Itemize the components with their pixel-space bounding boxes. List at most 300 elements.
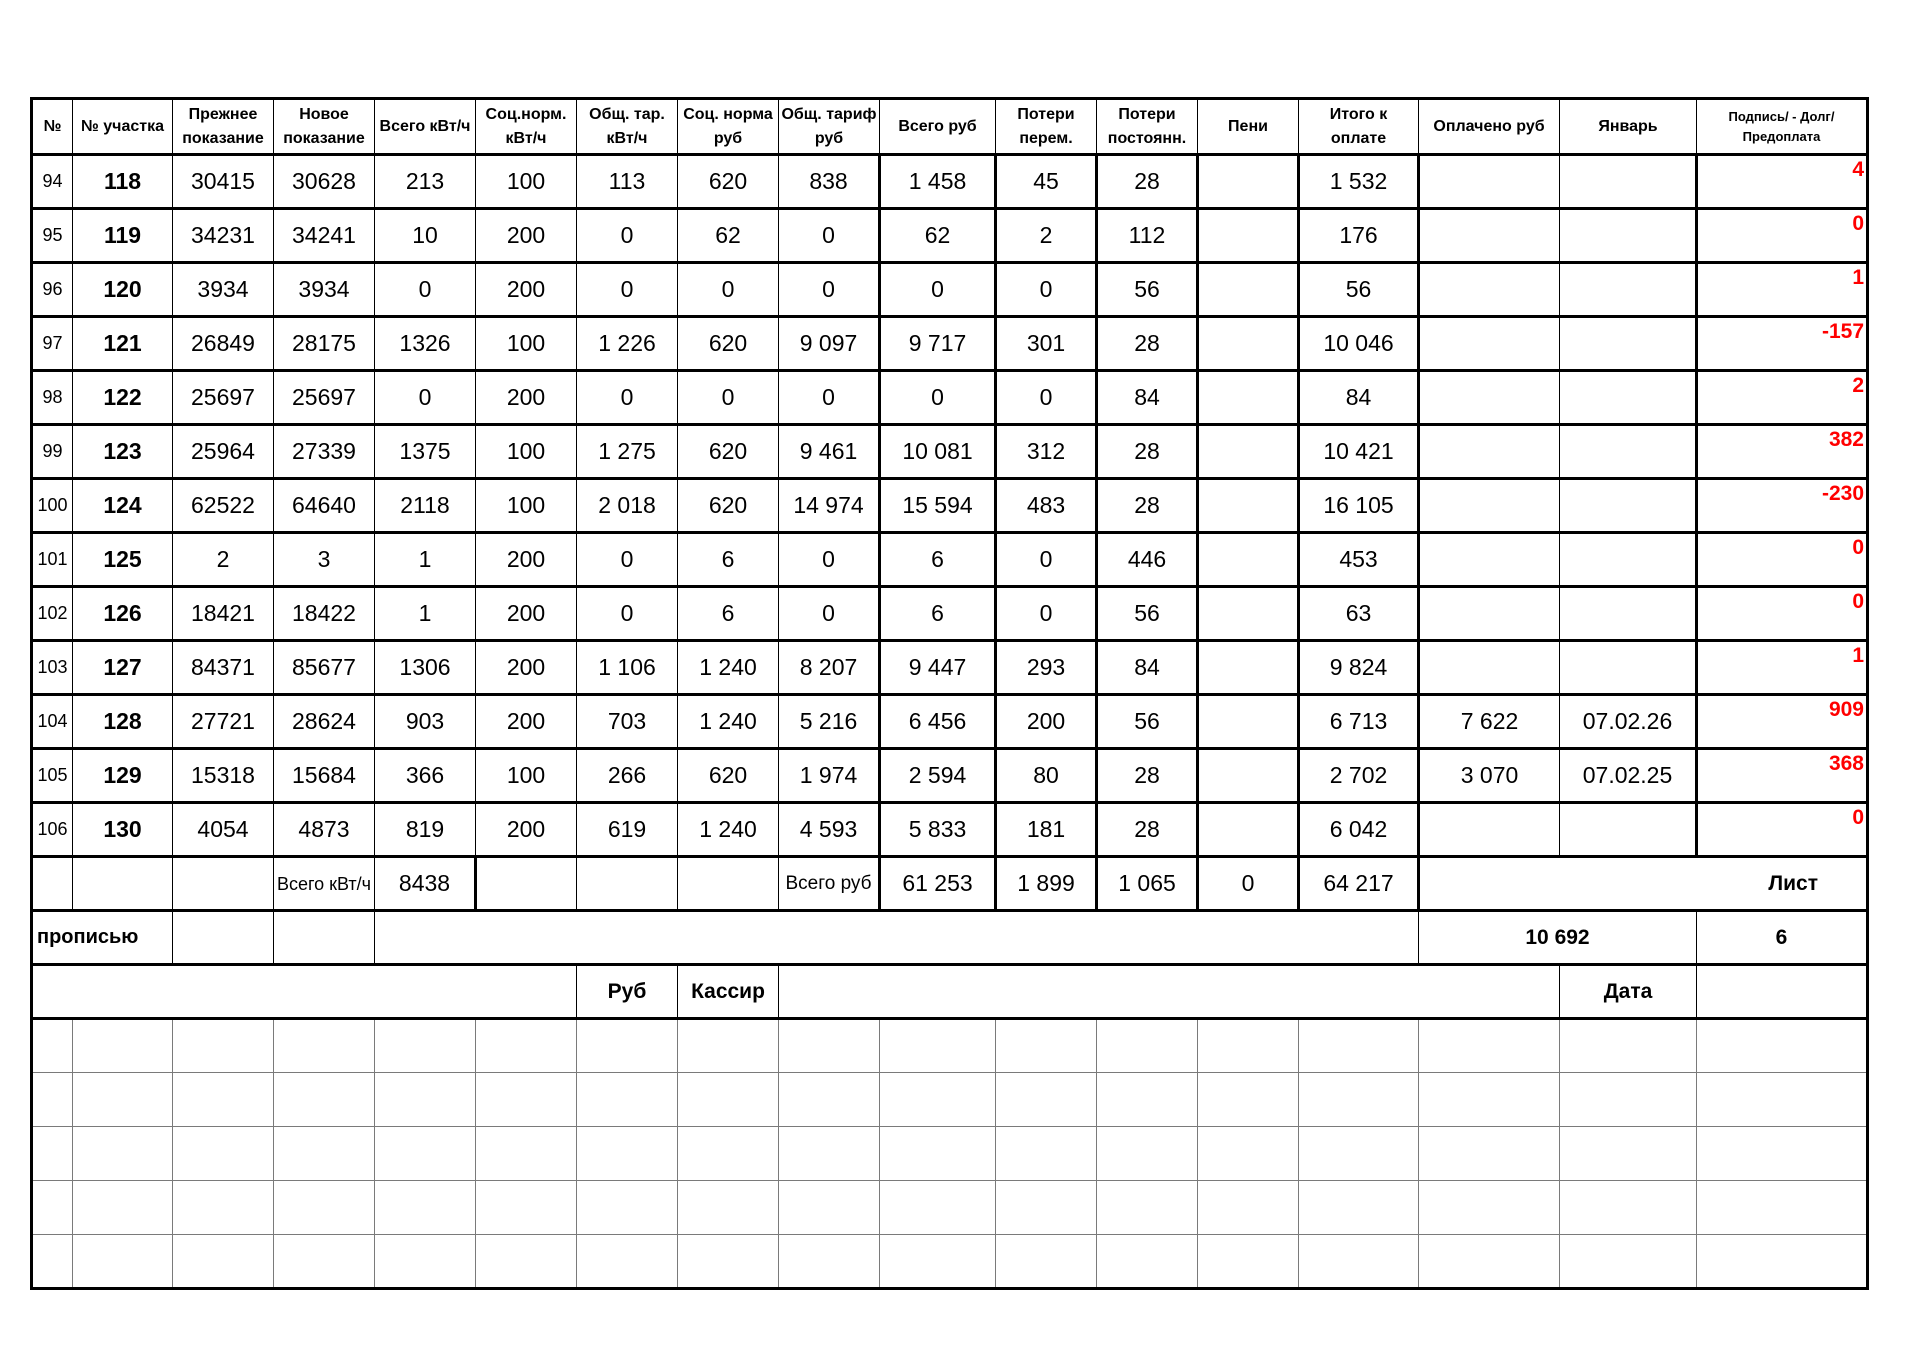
plot-number-cell: 118: [73, 155, 173, 209]
general-tariff-kwh-cell: 703: [577, 695, 678, 749]
penalty-cell: [1198, 533, 1299, 587]
empty-cell: [1419, 1127, 1560, 1181]
row-number-cell: 97: [32, 317, 73, 371]
plot-number-cell: 124: [73, 479, 173, 533]
cashier-label: Кассир: [678, 965, 779, 1019]
general-tariff-rub-cell: 8 207: [779, 641, 880, 695]
empty-cell: [1697, 1019, 1868, 1073]
paid-rub-cell: [1419, 479, 1560, 533]
rub-label: Руб: [577, 965, 678, 1019]
empty-cell: [274, 1235, 375, 1289]
empty-cell: [173, 1235, 274, 1289]
constant-loss-cell: 28: [1097, 749, 1198, 803]
social-norm-kwh-cell: 200: [476, 263, 577, 317]
empty-cell: [375, 1181, 476, 1235]
balance-cell: -157: [1697, 317, 1868, 371]
empty-cell: [577, 1073, 678, 1127]
plot-number-cell: 130: [73, 803, 173, 857]
penalty-cell: [1198, 155, 1299, 209]
plot-number-cell: 123: [73, 425, 173, 479]
header-cell: Новое показание: [274, 99, 375, 155]
table-row: [32, 695, 1868, 749]
new-reading-cell: 34241: [274, 209, 375, 263]
row-number-cell: 100: [32, 479, 73, 533]
empty-cell: [73, 1073, 173, 1127]
previous-reading-cell: 30415: [173, 155, 274, 209]
empty-cell: [375, 1073, 476, 1127]
balance-cell: 4: [1697, 155, 1868, 209]
total-rub-cell: 2 594: [880, 749, 996, 803]
empty-cell: [375, 1127, 476, 1181]
payment-date-cell: [1560, 263, 1697, 317]
constant-loss-cell: 56: [1097, 587, 1198, 641]
header-cell: Соц. норма руб: [678, 99, 779, 155]
empty-cell: [375, 1019, 476, 1073]
sheet-number: 6: [1697, 911, 1868, 965]
payment-date-cell: [1560, 425, 1697, 479]
empty-cell: [173, 911, 274, 965]
general-tariff-kwh-cell: 113: [577, 155, 678, 209]
paid-rub-cell: [1419, 533, 1560, 587]
variable-loss-cell: 200: [996, 695, 1097, 749]
plot-number-cell: 129: [73, 749, 173, 803]
total-kwh-cell: 213: [375, 155, 476, 209]
signature-row: [32, 965, 1868, 1019]
amount-due-cell: 63: [1299, 587, 1419, 641]
balance-cell: 368: [1697, 749, 1868, 803]
row-number-cell: 95: [32, 209, 73, 263]
amount-due-cell: 1 532: [1299, 155, 1419, 209]
empty-row: [32, 1181, 1868, 1235]
previous-reading-cell: 15318: [173, 749, 274, 803]
previous-reading-cell: 62522: [173, 479, 274, 533]
general-tariff-kwh-cell: 0: [577, 587, 678, 641]
empty-cell: [1198, 1073, 1299, 1127]
cashier-signature-area: [779, 965, 1560, 1019]
empty-cell: [32, 1019, 73, 1073]
total-rub-cell: 0: [880, 371, 996, 425]
empty-cell: [375, 1235, 476, 1289]
empty-cell: [73, 1127, 173, 1181]
amount-due-cell: 453: [1299, 533, 1419, 587]
empty-cell: [1198, 1019, 1299, 1073]
variable-loss-cell: 80: [996, 749, 1097, 803]
empty-cell: [1299, 1073, 1419, 1127]
empty-cell: [1697, 1073, 1868, 1127]
general-tariff-kwh-cell: 1 106: [577, 641, 678, 695]
plot-number-cell: 126: [73, 587, 173, 641]
amount-due-cell: 6 042: [1299, 803, 1419, 857]
constant-loss-cell: 84: [1097, 371, 1198, 425]
total-rub-cell: 10 081: [880, 425, 996, 479]
payment-date-cell: [1560, 209, 1697, 263]
total-kwh-cell: 1326: [375, 317, 476, 371]
penalty-cell: [1198, 695, 1299, 749]
total-rub-cell: 5 833: [880, 803, 996, 857]
row-number-cell: 101: [32, 533, 73, 587]
general-tariff-rub-cell: 14 974: [779, 479, 880, 533]
empty-cell: [476, 1181, 577, 1235]
total-rub-cell: 1 458: [880, 155, 996, 209]
total-amount-due: 64 217: [1299, 857, 1419, 911]
paid-rub-cell: [1419, 425, 1560, 479]
general-tariff-kwh-cell: 0: [577, 209, 678, 263]
new-reading-cell: 28175: [274, 317, 375, 371]
new-reading-cell: 27339: [274, 425, 375, 479]
constant-loss-cell: 28: [1097, 317, 1198, 371]
penalty-cell: [1198, 317, 1299, 371]
total-variable-loss: 1 899: [996, 857, 1097, 911]
social-norm-kwh-cell: 200: [476, 641, 577, 695]
social-norm-kwh-cell: 100: [476, 317, 577, 371]
table-row: [32, 479, 1868, 533]
amount-due-cell: 56: [1299, 263, 1419, 317]
amount-due-cell: 176: [1299, 209, 1419, 263]
total-kwh-cell: 1375: [375, 425, 476, 479]
empty-row: [32, 1019, 1868, 1073]
empty-cell: [73, 1235, 173, 1289]
empty-cell: [678, 1127, 779, 1181]
empty-cell: [173, 857, 274, 911]
empty-cell: [678, 857, 779, 911]
new-reading-cell: 4873: [274, 803, 375, 857]
penalty-cell: [1198, 371, 1299, 425]
general-tariff-rub-cell: 0: [779, 533, 880, 587]
empty-cell: [1097, 1181, 1198, 1235]
empty-cell: [996, 1073, 1097, 1127]
empty-cell: [880, 1019, 996, 1073]
empty-cell: [1097, 1073, 1198, 1127]
amount-due-cell: 10 046: [1299, 317, 1419, 371]
social-norm-rub-cell: 620: [678, 317, 779, 371]
general-tariff-rub-cell: 9 097: [779, 317, 880, 371]
payment-date-cell: [1560, 479, 1697, 533]
empty-row: [32, 1235, 1868, 1289]
row-number-cell: 96: [32, 263, 73, 317]
new-reading-cell: 28624: [274, 695, 375, 749]
header-cell: №: [32, 99, 73, 155]
general-tariff-kwh-cell: 0: [577, 263, 678, 317]
social-norm-rub-cell: 6: [678, 587, 779, 641]
constant-loss-cell: 56: [1097, 263, 1198, 317]
total-kwh-cell: 0: [375, 263, 476, 317]
constant-loss-cell: 446: [1097, 533, 1198, 587]
social-norm-rub-cell: 620: [678, 425, 779, 479]
paid-total-value: 10 692: [1419, 911, 1697, 965]
paid-rub-cell: 3 070: [1419, 749, 1560, 803]
empty-cell: [73, 1181, 173, 1235]
table-row: [32, 371, 1868, 425]
empty-cell: [1097, 1019, 1198, 1073]
empty-cell: [476, 857, 577, 911]
paid-rub-cell: [1419, 317, 1560, 371]
empty-cell: [476, 1127, 577, 1181]
empty-cell: [173, 1127, 274, 1181]
empty-cell: [678, 1181, 779, 1235]
constant-loss-cell: 112: [1097, 209, 1198, 263]
general-tariff-rub-cell: 9 461: [779, 425, 880, 479]
total-rub-label: Всего руб: [779, 857, 880, 911]
total-rub-cell: 62: [880, 209, 996, 263]
variable-loss-cell: 293: [996, 641, 1097, 695]
general-tariff-kwh-cell: 0: [577, 371, 678, 425]
total-kwh-cell: 819: [375, 803, 476, 857]
social-norm-rub-cell: 1 240: [678, 695, 779, 749]
payment-date-cell: 07.02.25: [1560, 749, 1697, 803]
variable-loss-cell: 45: [996, 155, 1097, 209]
empty-cell: [779, 1127, 880, 1181]
amount-due-cell: 2 702: [1299, 749, 1419, 803]
total-rub-cell: 15 594: [880, 479, 996, 533]
balance-cell: -230: [1697, 479, 1868, 533]
amount-due-cell: 84: [1299, 371, 1419, 425]
sheet-label: Лист: [1419, 857, 1868, 911]
total-kwh-label: Всего кВт/ч: [274, 857, 375, 911]
empty-row: [32, 1127, 1868, 1181]
previous-reading-cell: 25964: [173, 425, 274, 479]
empty-cell: [880, 1073, 996, 1127]
plot-number-cell: 122: [73, 371, 173, 425]
payment-date-cell: [1560, 587, 1697, 641]
new-reading-cell: 85677: [274, 641, 375, 695]
empty-cell: [32, 965, 577, 1019]
empty-cell: [678, 1073, 779, 1127]
header-cell: № участка: [73, 99, 173, 155]
previous-reading-cell: 27721: [173, 695, 274, 749]
penalty-cell: [1198, 803, 1299, 857]
variable-loss-cell: 2: [996, 209, 1097, 263]
penalty-cell: [1198, 263, 1299, 317]
empty-cell: [32, 1073, 73, 1127]
social-norm-rub-cell: 620: [678, 749, 779, 803]
total-rub-value: 61 253: [880, 857, 996, 911]
table-row: [32, 641, 1868, 695]
general-tariff-rub-cell: 0: [779, 587, 880, 641]
empty-cell: [1560, 1181, 1697, 1235]
balance-cell: 1: [1697, 263, 1868, 317]
social-norm-kwh-cell: 200: [476, 533, 577, 587]
header-cell: Общ. тариф руб: [779, 99, 880, 155]
social-norm-kwh-cell: 100: [476, 479, 577, 533]
empty-cell: [678, 1019, 779, 1073]
empty-cell: [996, 1127, 1097, 1181]
general-tariff-rub-cell: 0: [779, 263, 880, 317]
empty-cell: [1299, 1181, 1419, 1235]
amount-due-cell: 16 105: [1299, 479, 1419, 533]
previous-reading-cell: 25697: [173, 371, 274, 425]
empty-cell: [476, 1235, 577, 1289]
general-tariff-kwh-cell: 2 018: [577, 479, 678, 533]
balance-cell: 2: [1697, 371, 1868, 425]
paid-rub-cell: [1419, 155, 1560, 209]
penalty-cell: [1198, 209, 1299, 263]
payment-table: [30, 97, 1869, 1290]
variable-loss-cell: 181: [996, 803, 1097, 857]
header-cell: Подпись/ - Долг/Предоплата: [1697, 99, 1868, 155]
empty-cell: [274, 1019, 375, 1073]
variable-loss-cell: 483: [996, 479, 1097, 533]
paid-rub-cell: [1419, 209, 1560, 263]
table-row: [32, 425, 1868, 479]
empty-cell: [1697, 1181, 1868, 1235]
payment-date-cell: 07.02.26: [1560, 695, 1697, 749]
header-cell: Январь: [1560, 99, 1697, 155]
social-norm-kwh-cell: 200: [476, 371, 577, 425]
new-reading-cell: 30628: [274, 155, 375, 209]
variable-loss-cell: 0: [996, 263, 1097, 317]
empty-cell: [1299, 1019, 1419, 1073]
balance-cell: 0: [1697, 803, 1868, 857]
new-reading-cell: 25697: [274, 371, 375, 425]
general-tariff-kwh-cell: 0: [577, 533, 678, 587]
in-words-row: [32, 911, 1868, 965]
empty-cell: [779, 1181, 880, 1235]
general-tariff-rub-cell: 0: [779, 209, 880, 263]
penalty-cell: [1198, 479, 1299, 533]
plot-number-cell: 121: [73, 317, 173, 371]
new-reading-cell: 64640: [274, 479, 375, 533]
date-label: Дата: [1560, 965, 1697, 1019]
balance-cell: 0: [1697, 533, 1868, 587]
empty-cell: [880, 1181, 996, 1235]
new-reading-cell: 3934: [274, 263, 375, 317]
empty-cell: [173, 1181, 274, 1235]
paid-rub-cell: [1419, 587, 1560, 641]
empty-cell: [173, 1073, 274, 1127]
paid-rub-cell: [1419, 263, 1560, 317]
total-kwh-cell: 1306: [375, 641, 476, 695]
row-number-cell: 105: [32, 749, 73, 803]
total-rub-cell: 6 456: [880, 695, 996, 749]
penalty-cell: [1198, 641, 1299, 695]
payment-date-cell: [1560, 641, 1697, 695]
paid-rub-cell: [1419, 641, 1560, 695]
total-kwh-cell: 1: [375, 533, 476, 587]
empty-cell: [73, 857, 173, 911]
empty-cell: [996, 1235, 1097, 1289]
general-tariff-kwh-cell: 1 226: [577, 317, 678, 371]
social-norm-rub-cell: 1 240: [678, 803, 779, 857]
balance-cell: 0: [1697, 209, 1868, 263]
empty-cell: [1419, 1235, 1560, 1289]
empty-cell: [880, 1235, 996, 1289]
plot-number-cell: 127: [73, 641, 173, 695]
previous-reading-cell: 34231: [173, 209, 274, 263]
empty-cell: [880, 1127, 996, 1181]
empty-cell: [274, 911, 375, 965]
empty-cell: [73, 1019, 173, 1073]
previous-reading-cell: 26849: [173, 317, 274, 371]
payment-date-cell: [1560, 317, 1697, 371]
empty-cell: [1198, 1235, 1299, 1289]
previous-reading-cell: 84371: [173, 641, 274, 695]
empty-cell: [577, 1127, 678, 1181]
empty-cell: [577, 857, 678, 911]
social-norm-kwh-cell: 100: [476, 425, 577, 479]
row-number-cell: 99: [32, 425, 73, 479]
social-norm-kwh-cell: 200: [476, 587, 577, 641]
balance-cell: 1: [1697, 641, 1868, 695]
totals-row: [32, 857, 1868, 911]
empty-cell: [274, 1073, 375, 1127]
variable-loss-cell: 312: [996, 425, 1097, 479]
social-norm-kwh-cell: 100: [476, 749, 577, 803]
empty-cell: [476, 1019, 577, 1073]
social-norm-kwh-cell: 200: [476, 803, 577, 857]
empty-cell: [1697, 1127, 1868, 1181]
new-reading-cell: 18422: [274, 587, 375, 641]
constant-loss-cell: 84: [1097, 641, 1198, 695]
header-cell: Прежнее показание: [173, 99, 274, 155]
empty-cell: [1419, 1181, 1560, 1235]
amount-due-cell: 6 713: [1299, 695, 1419, 749]
total-kwh-cell: 903: [375, 695, 476, 749]
empty-cell: [996, 1019, 1097, 1073]
table-row: [32, 209, 1868, 263]
table-row: [32, 749, 1868, 803]
table-row: [32, 533, 1868, 587]
social-norm-rub-cell: 620: [678, 155, 779, 209]
empty-cell: [996, 1181, 1097, 1235]
general-tariff-kwh-cell: 1 275: [577, 425, 678, 479]
empty-cell: [678, 1235, 779, 1289]
header-cell: Оплачено руб: [1419, 99, 1560, 155]
payment-date-cell: [1560, 533, 1697, 587]
balance-cell: 909: [1697, 695, 1868, 749]
empty-cell: [1560, 1127, 1697, 1181]
in-words-text-area: [375, 911, 1419, 965]
previous-reading-cell: 2: [173, 533, 274, 587]
constant-loss-cell: 28: [1097, 479, 1198, 533]
empty-cell: [1419, 1019, 1560, 1073]
general-tariff-kwh-cell: 619: [577, 803, 678, 857]
general-tariff-rub-cell: 4 593: [779, 803, 880, 857]
general-tariff-rub-cell: 5 216: [779, 695, 880, 749]
amount-due-cell: 9 824: [1299, 641, 1419, 695]
social-norm-rub-cell: 6: [678, 533, 779, 587]
penalty-cell: [1198, 749, 1299, 803]
header-cell: Всего кВт/ч: [375, 99, 476, 155]
previous-reading-cell: 18421: [173, 587, 274, 641]
total-kwh-cell: 2118: [375, 479, 476, 533]
plot-number-cell: 119: [73, 209, 173, 263]
total-kwh-cell: 10: [375, 209, 476, 263]
empty-cell: [32, 1127, 73, 1181]
total-rub-cell: 9 447: [880, 641, 996, 695]
empty-cell: [274, 1127, 375, 1181]
empty-cell: [1560, 1073, 1697, 1127]
empty-cell: [577, 1019, 678, 1073]
previous-reading-cell: 4054: [173, 803, 274, 857]
empty-cell: [1419, 1073, 1560, 1127]
header-cell: Соц.норм. кВт/ч: [476, 99, 577, 155]
variable-loss-cell: 0: [996, 533, 1097, 587]
empty-cell: [173, 1019, 274, 1073]
empty-cell: [1299, 1127, 1419, 1181]
paid-rub-cell: 7 622: [1419, 695, 1560, 749]
total-rub-cell: 0: [880, 263, 996, 317]
header-cell: Всего руб: [880, 99, 996, 155]
empty-cell: [1198, 1127, 1299, 1181]
constant-loss-cell: 28: [1097, 803, 1198, 857]
empty-cell: [32, 857, 73, 911]
payment-date-cell: [1560, 155, 1697, 209]
row-number-cell: 104: [32, 695, 73, 749]
empty-cell: [476, 1073, 577, 1127]
row-number-cell: 94: [32, 155, 73, 209]
variable-loss-cell: 0: [996, 587, 1097, 641]
constant-loss-cell: 56: [1097, 695, 1198, 749]
